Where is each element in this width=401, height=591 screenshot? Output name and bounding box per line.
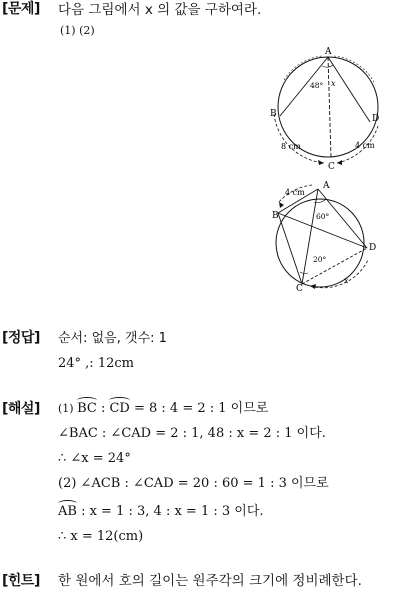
arc-cd: CD: [109, 401, 130, 416]
point-c-label: C: [296, 284, 303, 294]
solution-line-2: ∠BAC : ∠CAD = 2 : 1, 48 : x = 2 : 1 이다.: [58, 426, 326, 441]
point-b-label: B: [272, 211, 279, 221]
chord-ad: [328, 57, 370, 122]
solution-line-6: ∴ x = 12(cm): [58, 529, 144, 544]
solution-line-1: (1) BC : CD = 8 : 4 = 2 : 1 이므로: [58, 401, 269, 416]
problem-sub: (1) (2): [60, 24, 95, 37]
chord-bc: [278, 213, 302, 284]
figure-2: [264, 178, 394, 296]
point-d-label: D: [372, 114, 380, 124]
angle-x-label: x: [331, 79, 336, 88]
chord-ac: [302, 189, 318, 284]
solution-line-4: (2) ∠ACB : ∠CAD = 20 : 60 = 1 : 3 이므로: [58, 476, 329, 491]
figure-1: [262, 44, 390, 172]
point-a-label: A: [325, 47, 332, 57]
length-cd-label: 4 cm: [355, 141, 375, 150]
arc-ab: AB: [58, 504, 77, 519]
problem-text: 다음 그림에서 x 의 값을 구하여라.: [58, 2, 262, 18]
length-x-label: x: [344, 276, 349, 285]
solution-label: [해설]: [2, 401, 40, 417]
solution-line-3: ∴ ∠x = 24°: [58, 451, 131, 466]
point-d-label: D: [369, 243, 377, 253]
length-bc-label: 8 cm: [281, 142, 301, 151]
solution-line-5: AB : x = 1 : 3, 4 : x = 1 : 3 이다.: [58, 504, 264, 519]
length-ab-label: 4 cm: [285, 188, 305, 197]
angle-20-label: 20°: [313, 255, 327, 264]
answer-label: [정답]: [2, 330, 40, 346]
hint-text: 한 원에서 호의 길이는 원주각의 크기에 정비례한다.: [58, 573, 362, 589]
point-c-label: C: [328, 162, 335, 172]
answer-line-2: 24° ,: 12cm: [58, 356, 134, 371]
point-b-label: B: [270, 109, 277, 119]
point-a-label: A: [323, 181, 330, 191]
answer-line-1: 순서: 없음, 갯수: 1: [58, 331, 167, 346]
arc-bc: BC: [77, 401, 97, 416]
chord-ac: [328, 57, 331, 157]
angle-48-label: 48°: [310, 81, 324, 90]
problem-label: [문제]: [2, 1, 40, 17]
angle-60-label: 60°: [316, 212, 330, 221]
hint-label: [힌트]: [2, 573, 40, 589]
